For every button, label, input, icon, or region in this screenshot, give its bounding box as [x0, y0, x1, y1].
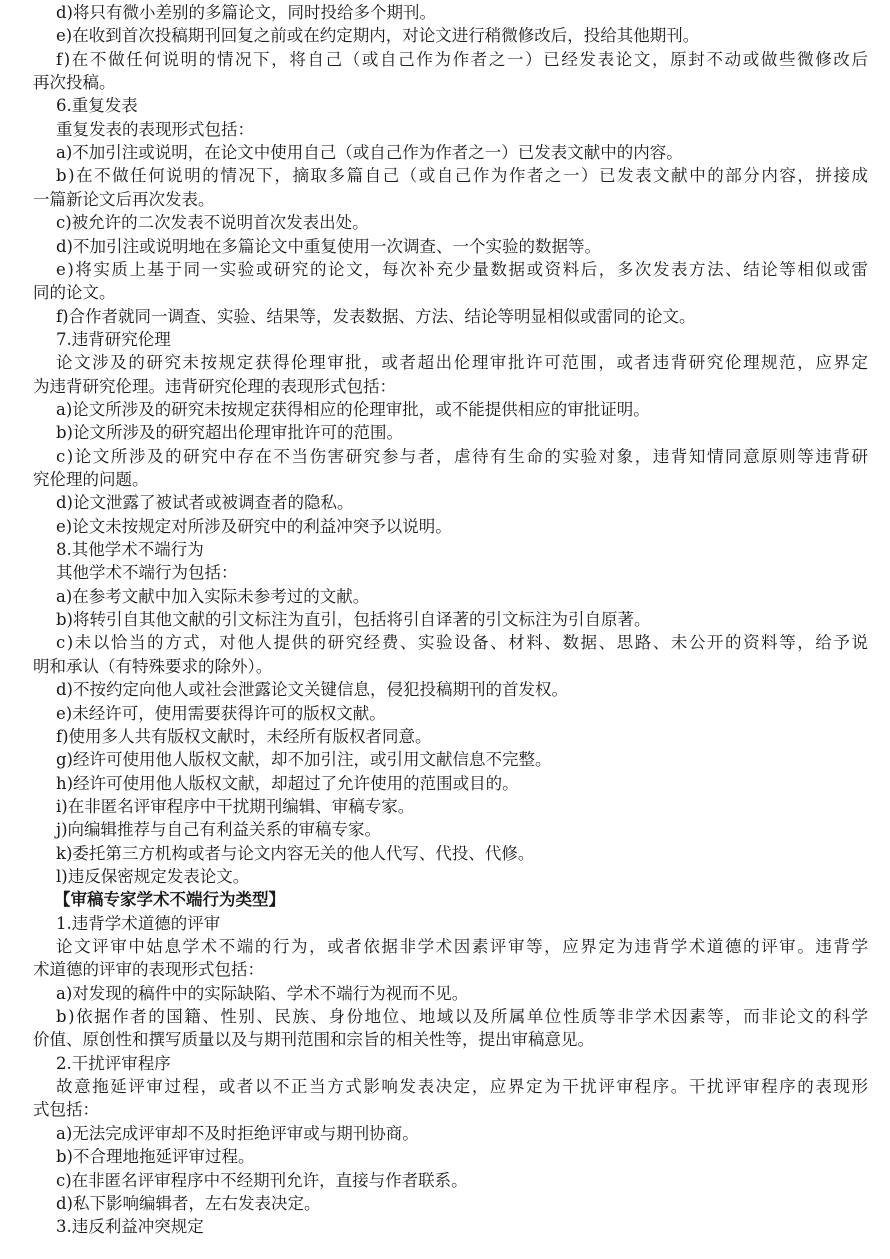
paragraph-line: c)被允许的二次发表不说明首次发表出处。	[56, 213, 369, 233]
paragraph-line: e)未经许可，使用需要获得许可的版权文献。	[56, 703, 386, 723]
paragraph-line: 究伦理的问题。	[33, 470, 149, 489]
paragraph-line: i)在非匿名评审程序中干扰期刊编辑、审稿专家。	[56, 796, 415, 816]
paragraph-line: 明和承认（有特殊要求的除外）。	[33, 656, 273, 676]
section-heading-7: 7.违背研究伦理	[56, 329, 171, 349]
paragraph-line: 价值、原创性和撰写质量以及与期刊范围和宗旨的相关性等，提出审稿意见。	[33, 1030, 594, 1050]
paragraph-line: h)经许可使用他人版权文献，却超过了允许使用的范围或目的。	[56, 773, 519, 793]
paragraph-line: f)在不做任何说明的情况下，将自己（或自己作为作者之一）已经发表论文，原封不动或做些微修改后	[56, 49, 870, 69]
paragraph-line: g)经许可使用他人版权文献，却不加引注，或引用文献信息不完整。	[56, 750, 552, 770]
paragraph-line: d)私下影响编辑者，左右发表决定。	[56, 1193, 321, 1213]
paragraph-line: a)对发现的稿件中的实际缺陷、学术不端行为视而不见。	[56, 983, 469, 1003]
paragraph-line: e)在收到首次投稿期刊回复之前或在约定期内，对论文进行稍微修改后，投给其他期刊。	[56, 26, 700, 46]
section-heading-1: 1.违背学术道德的评审	[56, 913, 221, 933]
paragraph-line: b)论文所涉及的研究超出伦理审批许可的范围。	[56, 423, 403, 443]
section-heading-6: 6.重复发表	[56, 96, 138, 116]
paragraph-line: f)使用多人共有版权文献时，未经所有版权者同意。	[56, 726, 432, 746]
paragraph-line: 为违背研究伦理。违背研究伦理的表现形式包括：	[33, 376, 396, 396]
paragraph-line: 论文涉及的研究未按规定获得伦理审批，或者超出伦理审批许可范围，或者违背研究伦理规范，应界定	[56, 353, 870, 373]
paragraph-line: 同的论文。	[33, 283, 116, 303]
paragraph-line: e)将实质上基于同一实验或研究的论文，每次补充少量数据或资料后，多次发表方法、结论等相似或雷	[56, 259, 870, 279]
paragraph-line: 论文评审中姑息学术不端的行为，或者依据非学术因素评审等，应界定为违背学术道德的评审。违背学	[56, 937, 870, 956]
paragraph-line: c)论文所涉及的研究中存在不当伤害研究参与者，虐待有生命的实验对象，违背知情同意原则等违背研	[56, 446, 870, 466]
paragraph-line: d)不加引注或说明地在多篇论文中重复使用一次调查、一个实验的数据等。	[56, 236, 601, 256]
paragraph-line: a)不加引注或说明，在论文中使用自己（或自己作为作者之一）已发表文献中的内容。	[56, 143, 683, 163]
paragraph-line: k)委托第三方机构或者与论文内容无关的他人代写、代投、代修。	[56, 843, 535, 863]
paragraph-line: 故意拖延评审过程，或者以不正当方式影响发表决定，应界定为干扰评审程序。干扰评审程序的表现形	[56, 1077, 870, 1097]
paragraph-line: c)在非匿名评审程序中不经期刊允许，直接与作者联系。	[56, 1170, 468, 1190]
paragraph-line: a)论文所涉及的研究未按规定获得相应的伦理审批，或不能提供相应的审批证明。	[56, 399, 650, 419]
paragraph-line: b)在不做任何说明的情况下，摘取多篇自己（或自己作为作者之一）已发表文献中的部分内容，拼接成	[56, 166, 870, 186]
section-heading-8: 8.其他学术不端行为	[56, 540, 204, 560]
paragraph-line: b)依据作者的国籍、性别、民族、身份地位、地域以及所属单位性质等非学术因素等，而非论文的科学	[56, 1007, 870, 1027]
paragraph-line: l)违反保密规定发表论文。	[56, 866, 250, 886]
paragraph-line: 重复发表的表现形式包括：	[56, 119, 254, 139]
paragraph-line: 术道德的评审的表现形式包括：	[33, 960, 264, 980]
paragraph-line: j)向编辑推荐与自己有利益关系的审稿专家。	[56, 820, 382, 840]
paragraph-line: 再次投稿。	[33, 73, 116, 93]
section-heading-3: 3.违反利益冲突规定	[56, 1217, 204, 1237]
paragraph-line: b)将转引自其他文献的引文标注为直引，包括将引自译著的引文标注为引自原著。	[56, 610, 651, 630]
paragraph-line: d)论文泄露了被试者或被调查者的隐私。	[56, 493, 354, 513]
paragraph-line: c)未以恰当的方式，对他人提供的研究经费、实验设备、材料、数据、思路、未公开的资料等，给予说	[56, 633, 870, 653]
paragraph-line: b)不合理地拖延评审过程。	[56, 1147, 255, 1167]
paragraph-line: 其他学术不端行为包括：	[56, 563, 238, 583]
paragraph-line: 式包括：	[33, 1100, 99, 1120]
paragraph-line: a)无法完成评审却不及时拒绝评审或与期刊协商。	[56, 1123, 419, 1143]
section-heading-2: 2.干扰评审程序	[56, 1053, 171, 1073]
paragraph-line: d)不按约定向他人或社会泄露论文关键信息，侵犯投稿期刊的首发权。	[56, 680, 568, 700]
paragraph-line: e)论文未按规定对所涉及研究中的利益冲突予以说明。	[56, 516, 452, 536]
paragraph-line: f)合作者就同一调查、实验、结果等，发表数据、方法、结论等明显相似或雷同的论文。	[56, 306, 696, 326]
reviewer-misconduct-heading: 【审稿专家学术不端行为类型】	[54, 890, 285, 910]
paragraph-line: d)将只有微小差别的多篇论文，同时投给多个期刊。	[56, 3, 436, 22]
paragraph-line: a)在参考文献中加入实际未参考过的文献。	[56, 586, 370, 606]
paragraph-line: 一篇新论文后再次发表。	[33, 189, 215, 209]
